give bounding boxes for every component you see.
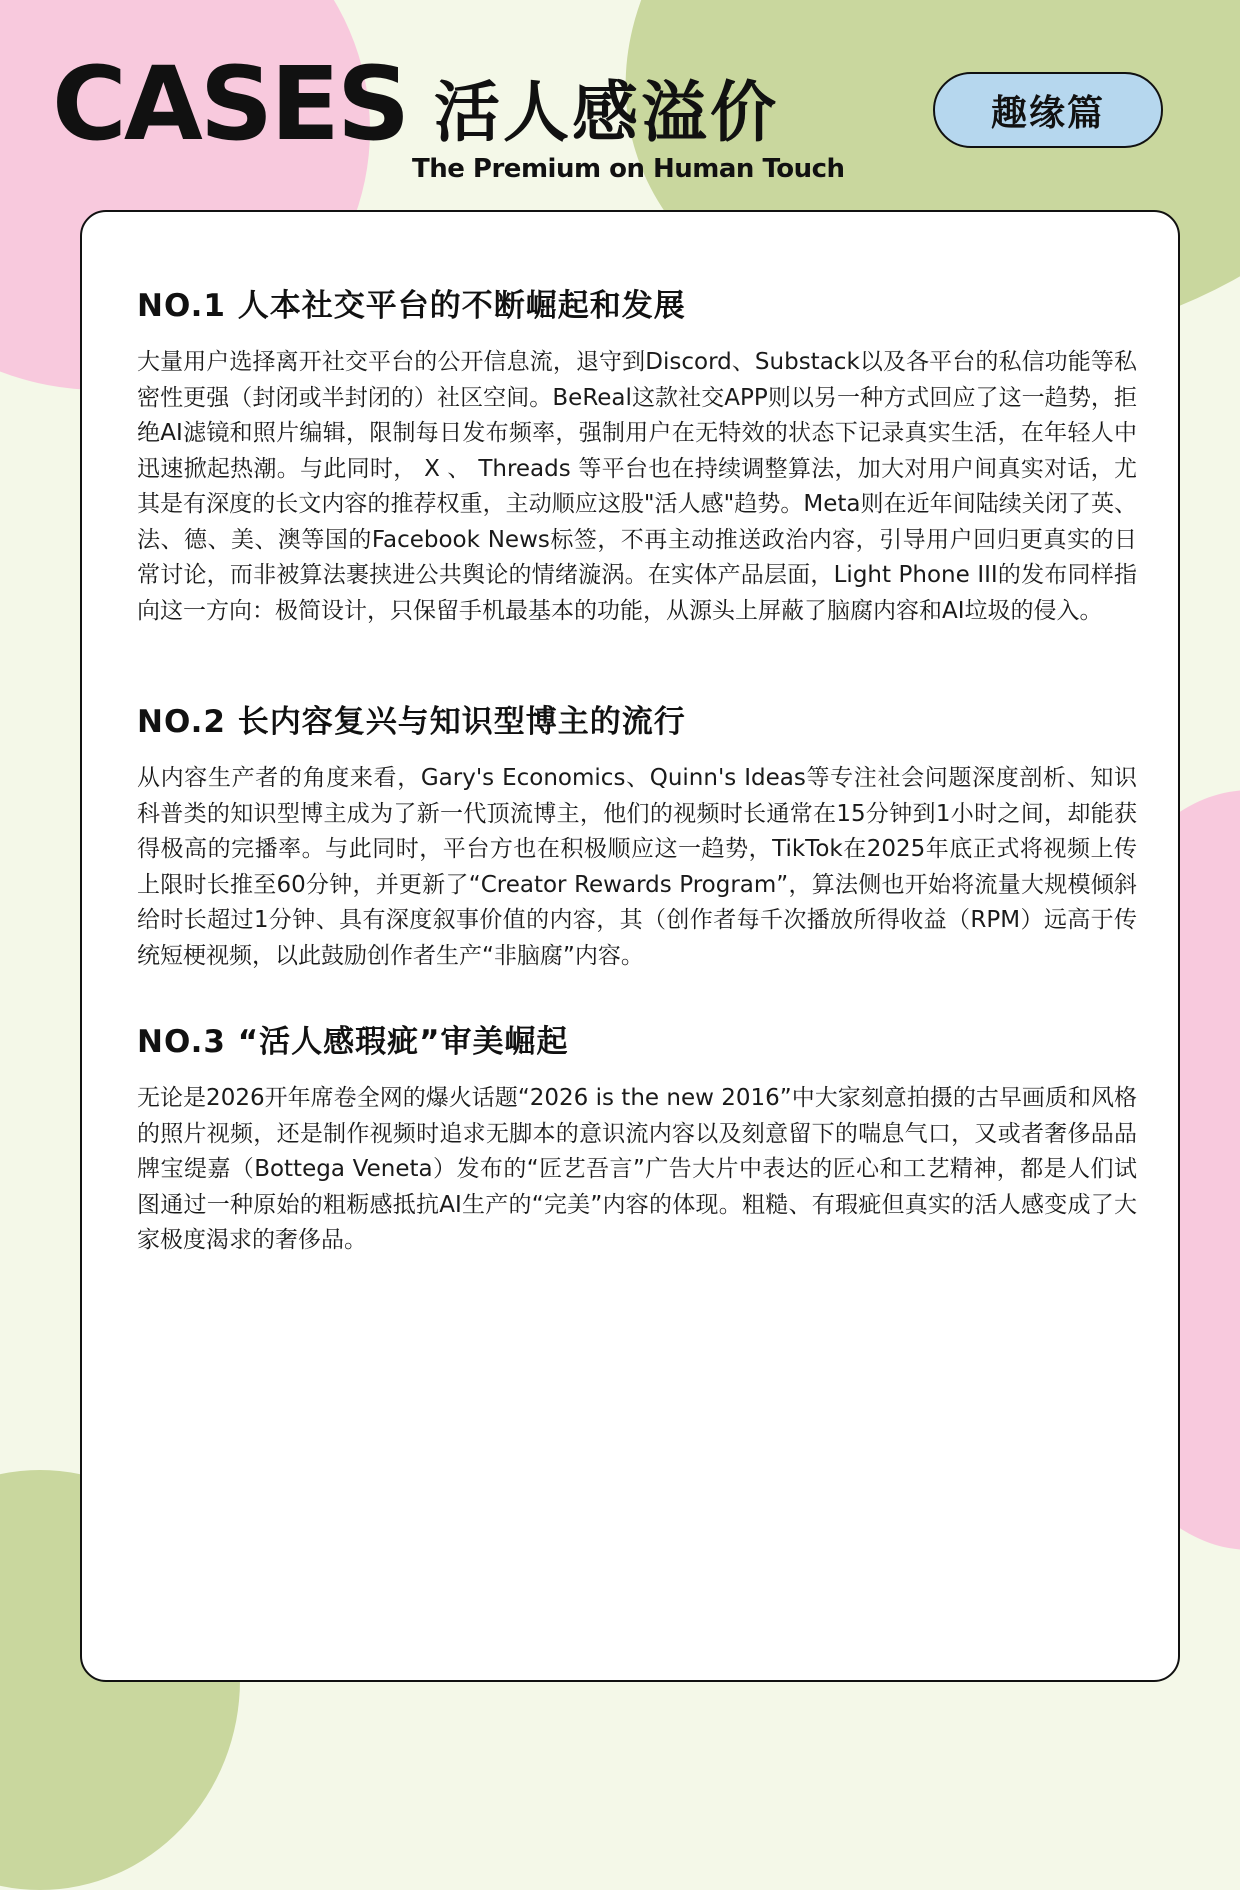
header-english-subtitle: The Premium on Human Touch xyxy=(412,154,845,184)
header-cases-title: CASES xyxy=(52,45,408,164)
header-chinese-title: 活人感溢价 xyxy=(434,74,779,151)
section-3-title: NO.3 “活人感瑕疵”审美崛起 xyxy=(137,1024,569,1060)
section-2 xyxy=(137,704,1137,974)
section-2-body: 从内容生产者的角度来看，Gary's Economics、Quinn's Ideas等专注社会问题深度剖析、知识科普类的知识型博主成为了新一代顶流博主，他们的视频时长通常在15分钟到1小时之间，却能获得极高的完播率。与此同时，平台方也在积极顺应这一趋势，TikTok在2025年底正式将视频上传上限时长推至60分钟，并更新了“Creator Rewards Program”，算法侧也开始将流量大规模倾斜给时长超过1分钟、具有深度叙事价值的内容，其（创作者每千次播放所得收益（RPM）远高于传统短梗视频，以此鼓励创作者生产“非脑腐”内容。 xyxy=(137,765,1137,969)
section-3 xyxy=(137,1024,1137,1259)
section-1-body: 大量用户选择离开社交平台的公开信息流，退守到Discord、Substack以及各平台的私信功能等私密性更强（封闭或半封闭的）社区空间。BeReal这款社交APP则以另一种方式回应了这一趋势，拒绝AI滤镜和照片编辑，限制每日发布频率，强制用户在无特效的状态下记录真实生活，在年轻人中迅速掀起热潮。与此同时， X 、 Threads 等平台也在持续调整算法，加大对用户间真实对话，尤其是有深度的长文内容的推荐权重，主动顺应这股"活人感"趋势。Meta则在近年间陆续关闭了英、法、德、美、澳等国的Facebook News标签，不再主动推送政治内容，引导用户回归更真实的日常讨论，而非被算法裹挟进公共舆论的情绪漩涡。在实体产品层面，Light Phone III的发布同样指向这一方向：极简设计，只保留手机最基本的功能，从源头上屏蔽了脑腐内容和AI垃圾的侵入。 xyxy=(137,349,1137,624)
section-2-title: NO.2 长内容复兴与知识型博主的流行 xyxy=(137,704,686,740)
section-1-title: NO.1 人本社交平台的不断崛起和发展 xyxy=(137,288,686,324)
section-3-body: 无论是2026开年席卷全网的爆火话题“2026 is the new 2016”中大家刻意拍摄的古早画质和风格的照片视频，还是制作视频时追求无脚本的意识流内容以及刻意留下的喘息气口，又或者奢侈品品牌宝缇嘉（Bottega Veneta）发布的“匠艺吾言”广告大片中表达的匠心和工艺精神，都是人们试图通过一种原始的粗粝感抵抗AI生产的“完美”内容的体现。粗糙、有瑕疵但真实的活人感变成了大家极度渴求的奢侈品。 xyxy=(137,1085,1137,1254)
content-card xyxy=(80,210,1180,1682)
category-badge: 趣缘篇 xyxy=(933,72,1163,148)
section-1 xyxy=(137,288,1137,629)
